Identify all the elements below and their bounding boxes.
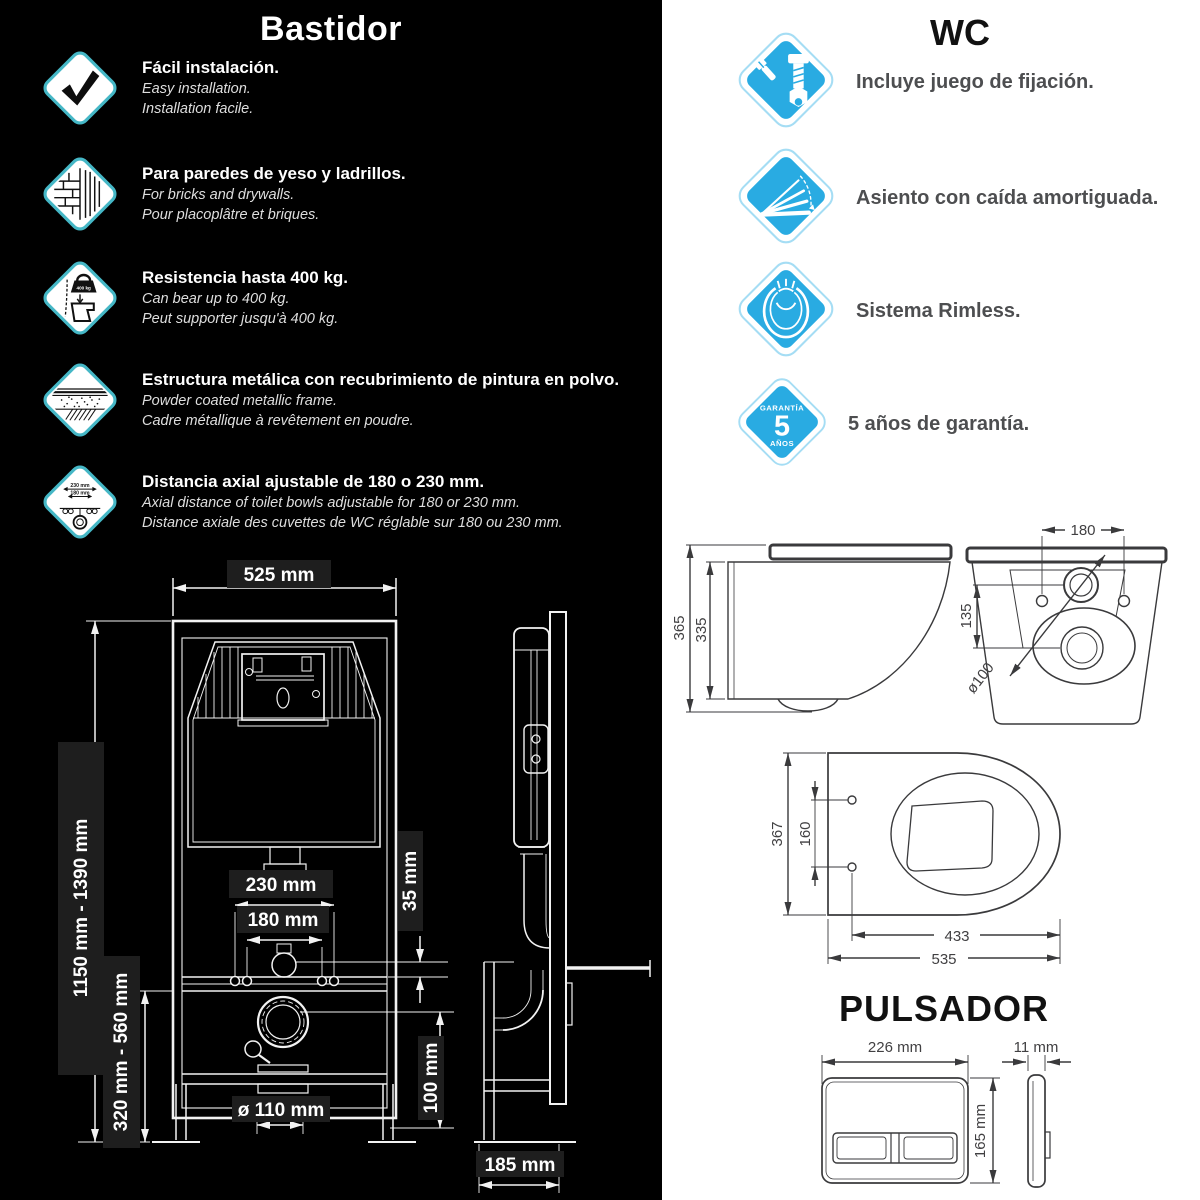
fixing-kit-icon bbox=[734, 28, 838, 137]
feature-title: Distancia axial ajustable de 180 o 230 mm. bbox=[142, 472, 485, 491]
axial-180-label: 180 mm bbox=[70, 490, 90, 497]
dim-wc-135: 135 bbox=[958, 603, 975, 629]
powder-coating-icon bbox=[34, 354, 126, 446]
rimless-icon bbox=[734, 257, 838, 366]
feature-title: Estructura metálica con recubrimiento de pintura en polvo. bbox=[142, 370, 620, 389]
feature-fr: Peut supporter jusqu'à 400 kg. bbox=[142, 311, 339, 327]
dim-plate-depth: 11 mm bbox=[1013, 1039, 1059, 1056]
feature-fr: Installation facile. bbox=[142, 101, 254, 117]
dim-wc-335: 335 bbox=[693, 617, 710, 643]
dim-offset-35: 35 mm bbox=[400, 850, 421, 912]
feature-en: Axial distance of toilet bowls adjustable for 180 or 230 mm. bbox=[142, 495, 521, 511]
weight-400kg-icon bbox=[34, 252, 126, 344]
warranty-number: 5 bbox=[773, 409, 791, 442]
feature-warranty bbox=[734, 376, 1029, 472]
dim-outlet-range: 320 mm - 560 mm bbox=[111, 972, 132, 1132]
feature-fixing-kit bbox=[734, 30, 1094, 134]
check-icon bbox=[34, 42, 126, 134]
feature-load bbox=[34, 252, 348, 344]
dim-drain-110: ø 110 mm bbox=[237, 1100, 325, 1121]
warranty-5-icon bbox=[734, 374, 830, 475]
dim-wc-535: 535 bbox=[931, 951, 957, 968]
feature-title: Resistencia hasta 400 kg. bbox=[142, 268, 349, 287]
dim-plate-height: 165 mm bbox=[972, 1103, 989, 1159]
pulsador-technical-drawing bbox=[662, 1035, 1200, 1200]
feature-en: Powder coated metallic frame. bbox=[142, 393, 338, 409]
feature-en: Can bear up to 400 kg. bbox=[142, 291, 290, 307]
dim-depth-185: 185 mm bbox=[484, 1155, 556, 1176]
axial-distance-icon bbox=[34, 456, 126, 548]
feature-coating bbox=[34, 354, 619, 446]
feature-walls bbox=[34, 148, 406, 240]
feature-axial-distance bbox=[34, 456, 563, 548]
feature-en: Easy installation. bbox=[142, 81, 251, 97]
feature-text: Sistema Rimless. bbox=[856, 299, 1021, 322]
dim-frame-width: 525 mm bbox=[243, 565, 315, 586]
feature-title: Para paredes de yeso y ladrillos. bbox=[142, 164, 406, 183]
wc-title: WC bbox=[930, 12, 990, 53]
warranty-bottom-label: AÑOS bbox=[769, 438, 795, 448]
pulsador-title: PULSADOR bbox=[838, 988, 1049, 1029]
dim-wc-367: 367 bbox=[769, 821, 786, 847]
dim-frame-height-range: 1150 mm - 1390 mm bbox=[71, 818, 92, 998]
dim-wc-433: 433 bbox=[944, 928, 970, 945]
dim-wc-180: 180 bbox=[1070, 522, 1096, 539]
dim-plate-width: 226 mm bbox=[867, 1039, 923, 1056]
feature-text: 5 años de garantía. bbox=[848, 412, 1030, 435]
dim-axial-180: 180 mm bbox=[247, 910, 319, 931]
feature-fr: Distance axiale des cuvettes de WC réglable sur 180 ou 230 mm. bbox=[142, 515, 563, 531]
weight-label: 400 kg bbox=[76, 285, 91, 291]
feature-title: Fácil instalación. bbox=[142, 58, 279, 77]
dim-wc-160: 160 bbox=[797, 821, 814, 847]
bastidor-technical-drawing bbox=[50, 550, 662, 1200]
soft-close-icon bbox=[734, 144, 838, 253]
feature-text: Asiento con caída amortiguada. bbox=[856, 186, 1159, 209]
feature-en: For bricks and drywalls. bbox=[142, 187, 295, 203]
feature-fr: Cadre métallique à revêtement en poudre. bbox=[142, 413, 414, 429]
feature-easy-installation bbox=[34, 42, 279, 134]
dim-outlet-100: 100 mm bbox=[421, 1042, 442, 1114]
wc-panel bbox=[662, 0, 1200, 1200]
axial-230-label: 230 mm bbox=[70, 482, 90, 489]
warranty-top-label: GARANTÍA bbox=[759, 402, 805, 412]
dim-axial-230: 230 mm bbox=[245, 875, 317, 896]
wc-technical-drawing bbox=[662, 515, 1200, 1000]
brick-wall-icon bbox=[34, 148, 126, 240]
dim-wc-365: 365 bbox=[671, 615, 688, 641]
feature-text: Incluye juego de fijación. bbox=[856, 70, 1094, 93]
feature-soft-close bbox=[734, 146, 1158, 250]
feature-rimless bbox=[734, 259, 1021, 363]
dim-wc-drain-100: ø100 bbox=[963, 659, 998, 697]
feature-fr: Pour placoplâtre et briques. bbox=[142, 207, 320, 223]
bastidor-title: Bastidor bbox=[260, 10, 402, 48]
